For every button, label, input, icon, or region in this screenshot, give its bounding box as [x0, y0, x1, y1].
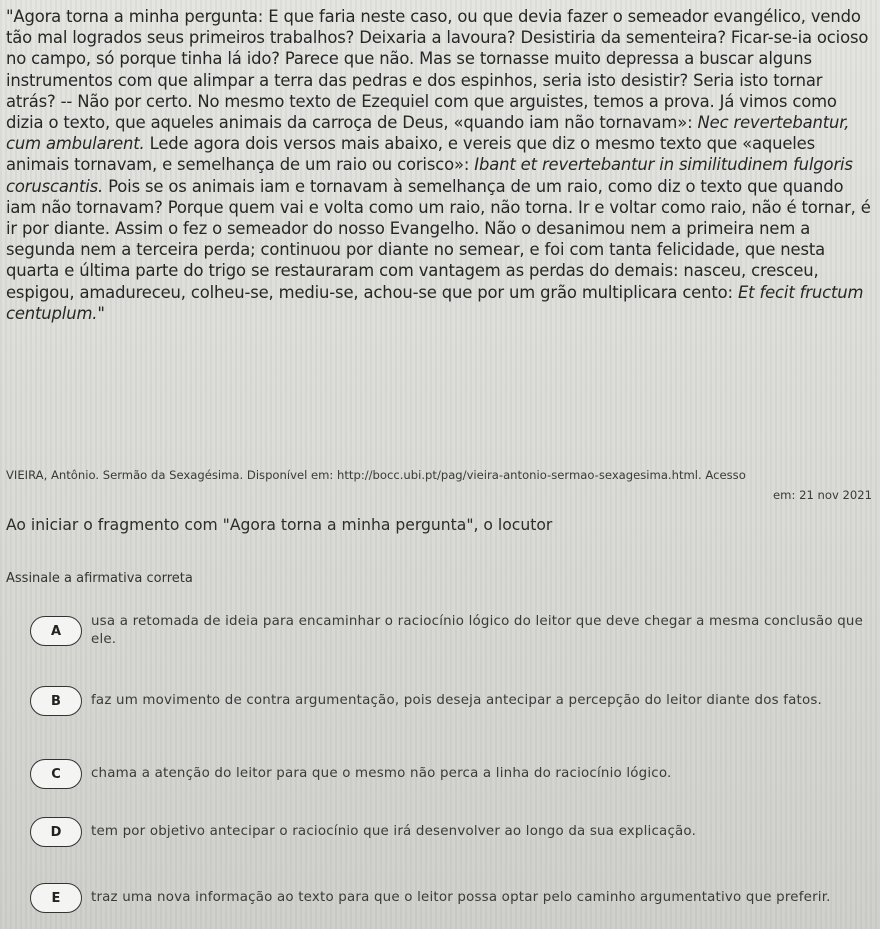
question-instruction: Assinale a afirmativa correta: [6, 571, 193, 586]
option-e[interactable]: [30, 883, 870, 913]
option-text[interactable]: chama a atenção do leitor para que o mesmo não perca a linha do raciocínio lógico.: [91, 766, 672, 781]
option-text[interactable]: faz um movimento de contra argumentação, pois deseja antecipar a percepção do leitor diante dos fatos.: [91, 693, 823, 708]
option-d[interactable]: [30, 817, 870, 847]
source-citation: [6, 465, 872, 505]
passage-text: [6, 6, 872, 324]
option-letter-badge[interactable]: A: [30, 616, 82, 646]
option-c[interactable]: [30, 759, 870, 789]
passage-part-3: Pois se os animais iam e tornavam à semelhança de um raio, como diz o texto que quando iam não tornavam? Porque quem vai e volta como um raio, não torna. Ir e voltar como raio, não é tornar, é ir por diante. Assim o fez o semeador do nosso Evangelho. Não o desanimou nem a primeira nem a segunda nem a terceira perda; continuou por diante no semear, e foi com tanta felicidade, que nesta quarta e última parte do trigo se restauraram com vantagem as perdas do demais: nasceu, cresceu, espigou, amadureceu, colheu-se, mediu-se, achou-se que por um grão multiplicara cento:: [6, 176, 871, 302]
passage-part-2: Lede agora dois versos mais abaixo, e vereis que diz o mesmo texto que «aqueles animais tornavam, e semelhança de um raio ou corisco»:: [6, 134, 815, 175]
option-letter-badge[interactable]: E: [30, 883, 82, 913]
latin-quote-1: Nec revertebantur, cum ambularent.: [6, 113, 850, 154]
citation-date: em: 21 nov 2021: [773, 488, 872, 502]
latin-quote-3: Et fecit fructum centuplum.: [6, 282, 864, 323]
passage-part-1: "Agora torna a minha pergunta: E que faria neste caso, ou que devia fazer o semeador evangélico, vendo tão mal logrados seus primeiros trabalhos? Deixaria a lavoura? Desistiria da sementeira? Ficar-se-ia ocioso no campo, só porque tinha lá ido? Parece que não. Mas se tornasse muito depressa a buscar alguns instrumentos com que alimpar a terra das pedras e dos espinhos, seria isto desistir? Seria isto tornar atrás? -- Não por certo. No mesmo texto de Ezequiel com que arguistes, temos a prova. Já vimos como dizia o texto, que aqueles animais da carroça de Deus, «quando iam não tornavam»:: [6, 7, 869, 133]
option-a[interactable]: [30, 613, 870, 649]
passage-closing-quote: ": [97, 303, 105, 323]
option-letter-badge[interactable]: B: [30, 686, 82, 716]
option-text[interactable]: tem por objetivo antecipar o raciocínio que irá desenvolver ao longo da sua explicação.: [91, 824, 697, 839]
option-text[interactable]: traz uma nova informação ao texto para que o leitor possa optar pelo caminho argumentativo que preferir.: [91, 890, 831, 905]
option-text[interactable]: usa a retomada de ideia para encaminhar o raciocínio lógico do leitor que deve chegar a mesma conclusão que ele.: [91, 614, 864, 647]
question-prompt: Ao iniciar o fragmento com "Agora torna a minha pergunta", o locutor: [6, 516, 553, 534]
option-letter-badge[interactable]: D: [30, 817, 82, 847]
citation-text: VIEIRA, Antônio. Sermão da Sexagésima. Disponível em: http://bocc.ubi.pt/pag/vieira-antonio-sermao-sexagesima.html. Acesso: [6, 468, 746, 482]
latin-quote-2: Ibant et revertebantur in similitudinem fulgoris coruscantis.: [6, 155, 853, 196]
option-b[interactable]: [30, 686, 870, 716]
option-letter-badge[interactable]: C: [30, 759, 82, 789]
